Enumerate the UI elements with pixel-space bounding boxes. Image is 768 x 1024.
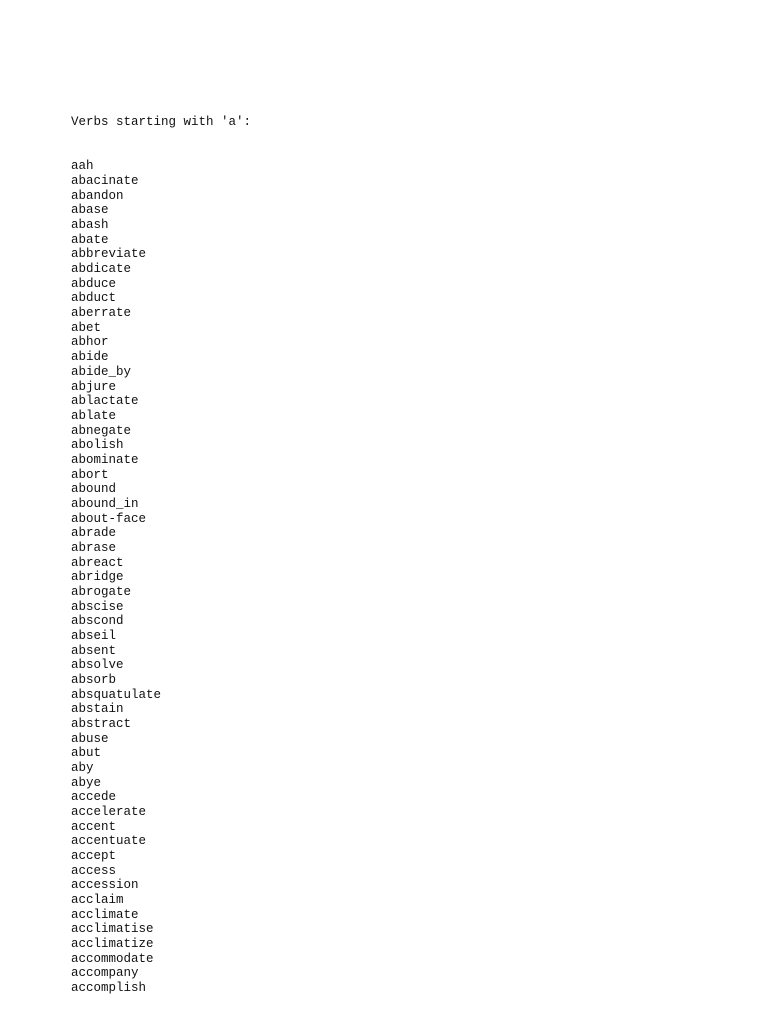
verb-list-item: abolish bbox=[71, 438, 124, 453]
verb-list-item: abort bbox=[71, 467, 109, 482]
verb-list-item: accede bbox=[71, 790, 117, 805]
verb-list-item: abstain bbox=[71, 702, 124, 717]
verb-list-item: ablactate bbox=[71, 394, 139, 409]
verb-list-item: abduct bbox=[71, 291, 117, 306]
verb-list-item: abridge bbox=[71, 570, 124, 585]
verb-list-item: abdicate bbox=[71, 262, 132, 277]
verb-list-item: accommodate bbox=[71, 951, 154, 966]
document-page bbox=[71, 86, 251, 1010]
verb-list-item: accept bbox=[71, 849, 117, 863]
verb-list-item: abrase bbox=[71, 540, 117, 555]
verb-list-item: absolve bbox=[71, 658, 124, 673]
verb-list-item: abuse bbox=[71, 731, 109, 746]
verb-list-item: acclimate bbox=[71, 907, 139, 922]
verb-list-item: abjure bbox=[71, 379, 117, 394]
document-heading: Verbs starting with 'a': bbox=[71, 115, 252, 130]
verb-list-item: abbreviate bbox=[71, 247, 147, 262]
verb-list-item: abrogate bbox=[71, 584, 132, 599]
verb-list-item: abrade bbox=[71, 526, 117, 541]
verb-list-item: abound_in bbox=[71, 496, 139, 511]
verb-list-item: absorb bbox=[71, 672, 117, 687]
verb-list-item: abide_by bbox=[71, 364, 132, 379]
verb-list-item: abreact bbox=[71, 555, 124, 570]
verb-list-item: abseil bbox=[71, 628, 117, 643]
verb-list-item: abominate bbox=[71, 452, 139, 467]
verb-list-item: aah bbox=[71, 159, 94, 174]
verb-list-item: aberrate bbox=[71, 306, 132, 321]
verb-list-item: abide bbox=[71, 350, 109, 365]
verb-list-item: acclaim bbox=[71, 893, 124, 908]
verb-list-item: abate bbox=[71, 232, 109, 247]
verb-list-item: abash bbox=[71, 218, 109, 233]
verb-list-item: access bbox=[71, 863, 117, 878]
verb-list-item: aby bbox=[71, 760, 94, 775]
verb-list-item: ablate bbox=[71, 408, 117, 423]
verb-list-item: abhor bbox=[71, 335, 109, 350]
verb-list bbox=[71, 159, 251, 995]
verb-list-item: acclimatize bbox=[71, 937, 154, 952]
verb-list-item: abandon bbox=[71, 188, 124, 203]
verb-list-item: abound bbox=[71, 482, 117, 497]
verb-list-item: abacinate bbox=[71, 174, 139, 189]
verb-list-item: abut bbox=[71, 746, 102, 761]
verb-list-item: accession bbox=[71, 878, 139, 893]
verb-list-item: abscond bbox=[71, 614, 124, 629]
verb-list-item: about-face bbox=[71, 511, 147, 526]
verb-list-item: absent bbox=[71, 643, 117, 658]
verb-list-item: accentuate bbox=[71, 834, 147, 849]
verb-list-item: accent bbox=[71, 819, 117, 834]
verb-list-item: absquatulate bbox=[71, 687, 162, 702]
verb-list-item: accomplish bbox=[71, 981, 147, 996]
verb-list-item: abase bbox=[71, 203, 109, 218]
verb-list-item: accelerate bbox=[71, 804, 147, 819]
verb-list-item: abscise bbox=[71, 599, 124, 614]
verb-list-item: abet bbox=[71, 320, 102, 335]
verb-list-item: abduce bbox=[71, 276, 117, 291]
verb-list-item: acclimatise bbox=[71, 922, 154, 937]
verb-list-item: accompany bbox=[71, 966, 139, 981]
verb-list-item: abye bbox=[71, 775, 102, 790]
verb-list-item: abstract bbox=[71, 716, 132, 731]
verb-list-item: abnegate bbox=[71, 423, 132, 438]
